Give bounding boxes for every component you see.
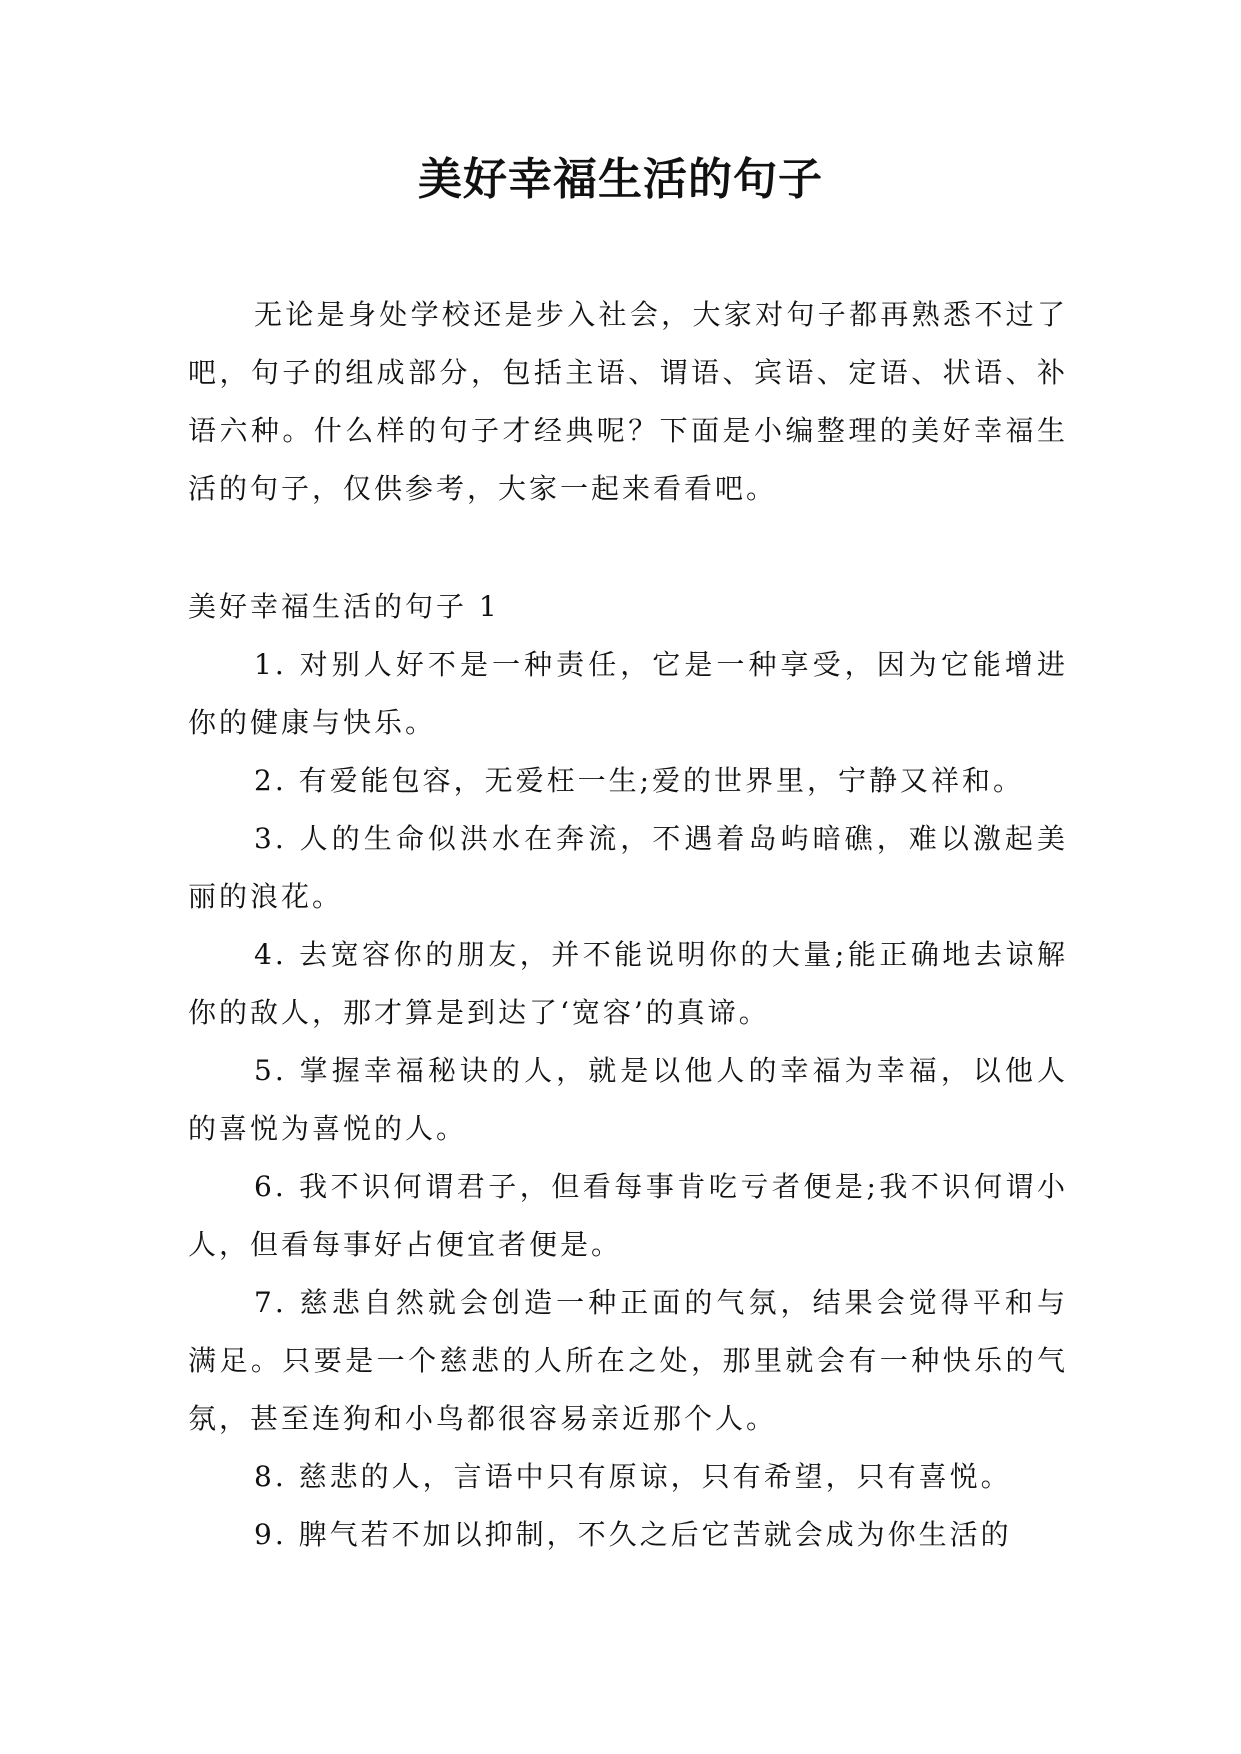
document-body — [188, 286, 1068, 1564]
sentence-item: 3. 人的生命似洪水在奔流，不遇着岛屿暗礁，难以激起美丽的浪花。 — [188, 822, 1068, 913]
sentence-item: 2. 有爱能包容，无爱枉一生;爱的世界里，宁静又祥和。 — [254, 764, 1025, 797]
sentence-item: 4. 去宽容你的朋友，并不能说明你的大量;能正确地去谅解你的敌人，那才算是到达了‘宽容’的真谛。 — [188, 938, 1068, 1029]
document-title: 美好幸福生活的句子 — [418, 154, 823, 205]
sentence-item: 7. 慈悲自然就会创造一种正面的气氛，结果会觉得平和与满足。只要是一个慈悲的人所在之处，那里就会有一种快乐的气氛，甚至连狗和小鸟都很容易亲近那个人。 — [188, 1286, 1068, 1435]
sentence-item: 1. 对别人好不是一种责任，它是一种享受，因为它能增进你的健康与快乐。 — [188, 648, 1068, 739]
sentence-item: 5. 掌握幸福秘诀的人，就是以他人的幸福为幸福，以他人的喜悦为喜悦的人。 — [188, 1054, 1068, 1145]
sentence-item: 6. 我不识何谓君子，但看每事肯吃亏者便是;我不识何谓小人，但看每事好占便宜者便是。 — [188, 1170, 1068, 1261]
intro-paragraph: 无论是身处学校还是步入社会，大家对句子都再熟悉不过了吧，句子的组成部分，包括主语、谓语、宾语、定语、状语、补语六种。什么样的句子才经典呢？下面是小编整理的美好幸福生活的句子，仅供参考，大家一起来看看吧。 — [188, 298, 1068, 505]
sentence-item: 8. 慈悲的人，言语中只有原谅，只有希望，只有喜悦。 — [254, 1460, 1012, 1493]
sentence-item: 9. 脾气若不加以抑制，不久之后它苦就会成为你生活的 — [254, 1518, 1012, 1551]
section-heading: 美好幸福生活的句子 1 — [188, 590, 500, 623]
sentence-list — [188, 636, 1068, 1564]
